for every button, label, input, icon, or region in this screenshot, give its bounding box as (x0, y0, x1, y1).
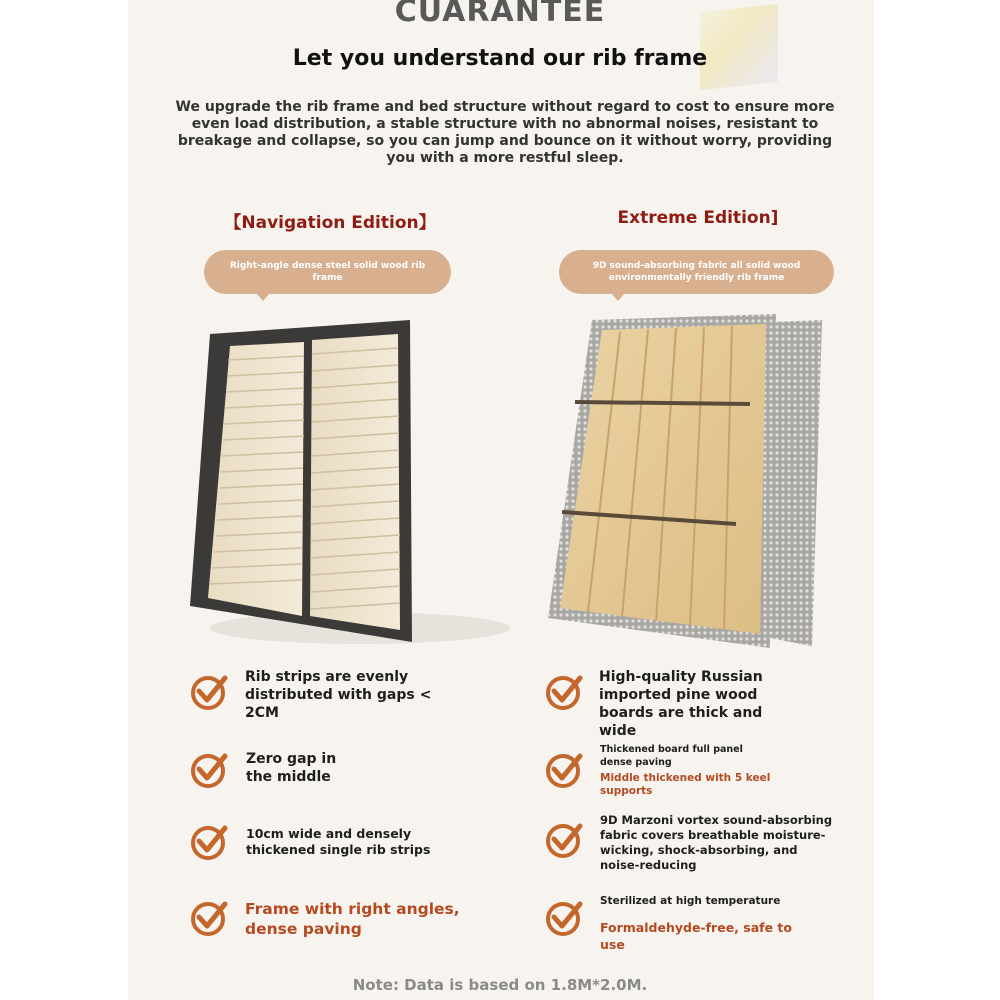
check-circle-icon (543, 672, 583, 712)
feature-keel-supports: Middle thickened with 5 keel supports (600, 772, 771, 797)
navigation-edition-heading: 【Navigation Edition】 (224, 213, 436, 233)
check-circle-icon (188, 750, 228, 790)
feature-rib-strips: Rib strips are evenly distributed with gaps < 2CM (245, 669, 432, 721)
feature-sterilized: Sterilized at high temperature (600, 895, 781, 907)
check-circle-icon (188, 898, 228, 938)
check-circle-icon (543, 820, 583, 860)
check-circle-icon (188, 672, 228, 712)
feature-fabric: 9D Marzoni vortex sound-absorbing fabric covers breathable moisture-wicking, shock-absorbing, and noise-reducing (600, 813, 833, 872)
extreme-edition-heading: Extreme Edition] (617, 208, 779, 228)
check-circle-icon (543, 898, 583, 938)
feature-pine-boards: High-quality Russian imported pine wood boards are thick and wide (599, 669, 763, 739)
page-title: Let you understand our rib frame (292, 46, 708, 71)
feature-zero-gap: Zero gap in the middle (246, 751, 337, 785)
footnote: Note: Data is based on 1.8M*2.0M. (352, 976, 648, 994)
feature-formaldehyde-free: Formaldehyde-free, safe to use (600, 920, 792, 952)
feature-thickened-board: Thickened board full panel dense paving (600, 744, 743, 768)
extreme-bubble: 9D sound-absorbing fabric all solid wood environmentally friendly rib frame (559, 250, 834, 294)
feature-rib-width: 10cm wide and densely thickened single rib strips (246, 826, 431, 857)
navigation-bubble: Right-angle dense steel solid wood rib frame (204, 250, 451, 294)
extreme-frame-image (540, 312, 880, 657)
feature-right-angles: Frame with right angles, dense paving (245, 900, 460, 938)
navigation-frame-image (180, 316, 510, 656)
brand-heading: CUARANTEE (394, 0, 606, 29)
check-circle-icon (543, 750, 583, 790)
intro-paragraph: We upgrade the rib frame and bed structure without regard to cost to ensure more even load distribution, a stable structure with no abnormal noises, resistant to breakage and collapse, so you can jump and bounce on it without worry, providing you with a more restful sleep. (175, 99, 835, 166)
check-circle-icon (188, 822, 228, 862)
